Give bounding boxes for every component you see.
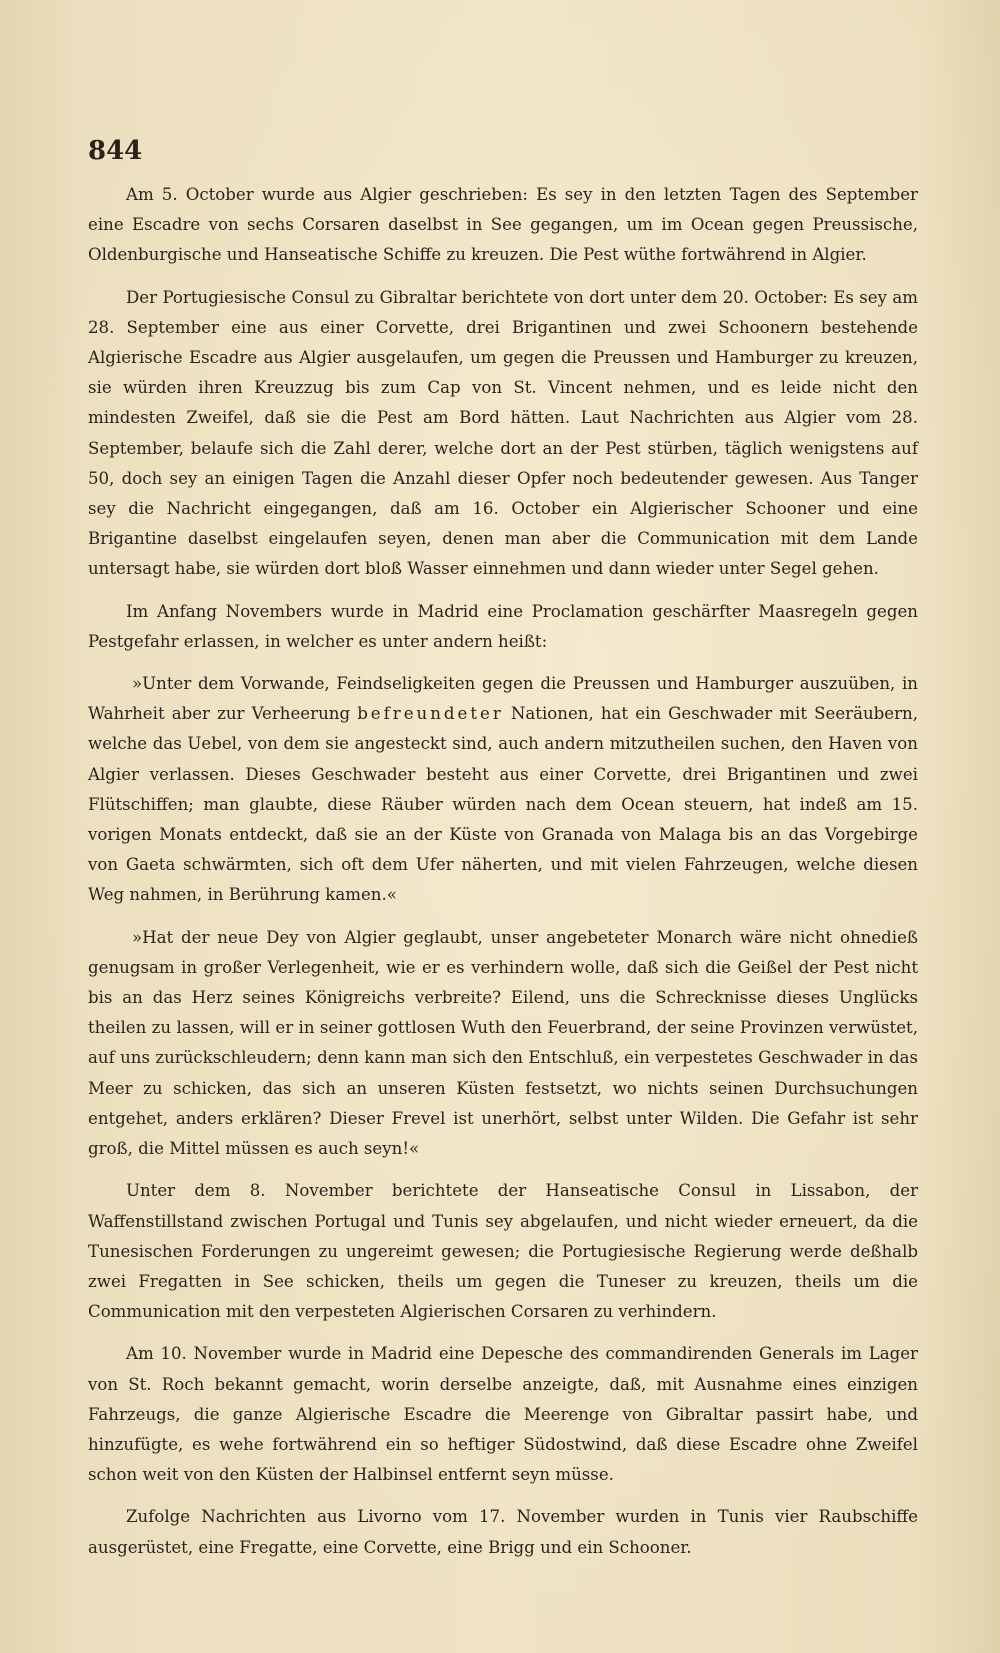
- paragraph-algier-escadre: Am 5. October wurde aus Algier geschrieben: Es sey in den letzten Tagen des September eine Escadre von sechs Corsaren daselbst in See gegangen, um im Ocean gegen Preussische, Oldenburgische und Hanseatische Schiffe zu kreuzen. Die Pest wüthe fortwährend in Algier.: [88, 185, 918, 265]
- body-text: [88, 180, 918, 1575]
- paragraph-madrid-depesche: Am 10. November wurde in Madrid eine Depesche des commandirenden Generals im Lager von St. Roch bekannt gemacht, worin derselbe anzeigte, daß, mit Ausnahme eines einzigen Fahrzeugs, die ganze Algierische Escadre die Meerenge von Gibraltar passirt habe, und hinzufügte, es wehe fortwährend ein so heftiger Südostwind, daß diese Escadre ohne Zweifel schon weit von den Küsten der Halbinsel entfernt seyn müsse.: [88, 1344, 918, 1485]
- paragraph-livorno-news: Zufolge Nachrichten aus Livorno vom 17. November wurden in Tunis vier Raubschiffe ausgerüstet, eine Fregatte, eine Corvette, eine Brigg und ein Schooner.: [88, 1507, 918, 1557]
- page-number: 844: [88, 136, 143, 166]
- paragraph-madrid-proclamation: Im Anfang Novembers wurde in Madrid eine Proclamation geschärfter Maasregeln gegen Pestgefahr erlassen, in welcher es unter andern heißt:: [88, 601, 918, 651]
- paragraph-lissabon-consul: Unter dem 8. November berichtete der Hanseatische Consul in Lissabon, der Waffenstillstand zwischen Portugal und Tunis sey abgelaufen, und nicht wieder erneuert, da die Tunesischen Forderungen zu ungereimt gewesen; die Portugiesische Regierung werde deßhalb zwei Fregatten in See schicken, theils um gegen die Tuneser zu kreuzen, theils um die Communication mit den verpesteten Algierischen Corsaren zu verhindern.: [88, 1181, 918, 1322]
- paragraph-quote-dey: »Hat der neue Dey von Algier geglaubt, unser angebeteter Monarch wäre nicht ohnedieß genugsam in großer Verlegenheit, wie er es verhindern wolle, daß sich die Geißel der Pest nicht bis an das Herz seines Königreichs verbreite? Eilend, uns die Schrecknisse dieses Unglücks theilen zu lassen, will er in seiner gottlosen Wuth den Feuerbrand, der seine Provinzen verwüstet, auf uns zurückschleudern; denn kann man sich den Entschluß, ein verpestetes Geschwader in das Meer zu schicken, das sich an unseren Küsten festsetzt, wo nichts seinen Durchsuchungen entgehet, anders erklären? Dieser Frevel ist unerhört, selbst unter Wilden. Die Gefahr ist sehr groß, die Mittel müssen es auch seyn!«: [88, 927, 918, 1159]
- quote-text-after: Nationen, hat ein Geschwader mit Seeräubern, welche das Uebel, von dem sie angesteckt sind, auch andern mitzutheilen suchen, den Haven von Algier verlassen. Dieses Geschwader besteht aus einer Corvette, drei Brigantinen und zwei Flütschiffen; man glaubte, diese Räuber würden nach dem Ocean steuern, hat indeß am 15. vorigen Monats entdeckt, daß sie an der Küste von Granada von Malaga bis an das Vorgebirge von Gaeta schwärmten, sich oft dem Ufer näherten, und mit vielen Fahrzeugen, welche diesen Weg nahmen, in Berührung kamen.«: [88, 704, 918, 905]
- paragraph-quote-vorwande: [88, 669, 918, 911]
- paragraph-gibraltar-consul: Der Portugiesische Consul zu Gibraltar berichtete von dort unter dem 20. October: Es sey am 28. September eine aus einer Corvette, drei Brigantinen und zwei Schoonern bestehende Algierische Escadre aus Algier ausgelaufen, um gegen die Preussen und Hamburger zu kreuzen, sie würden ihren Kreuzzug bis zum Cap von St. Vincent nehmen, und es leide nicht den mindesten Zweifel, daß sie die Pest am Bord hätten. Laut Nachrichten aus Algier vom 28. September, belaufe sich die Zahl derer, welche dort an der Pest stürben, täglich wenigstens auf 50, doch sey an einigen Tagen die Anzahl dieser Opfer noch bedeutender gewesen. Aus Tanger sey die Nachricht eingegangen, daß am 16. October ein Algierischer Schooner und eine Brigantine daselbst eingelaufen seyen, denen man aber die Communication mit dem Lande untersagt habe, sie würden dort bloß Wasser einnehmen und dann wieder unter Segel gehen.: [88, 287, 918, 579]
- quote-text-before: »Unter dem Vorwande, Feindseligkeiten gegen die Preussen und Hamburger auszuüben, in Wahrheit aber zur Verheerung: [88, 674, 918, 724]
- quote-emphasis: befreundeter: [357, 704, 504, 724]
